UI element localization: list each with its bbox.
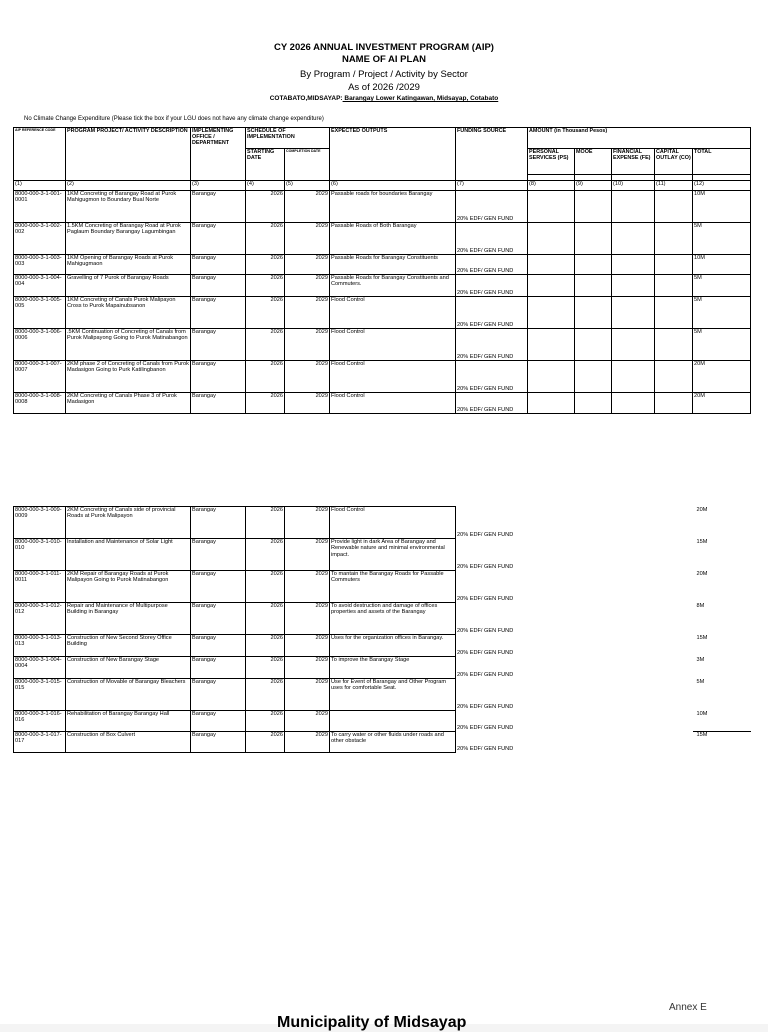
ps-amount bbox=[528, 657, 575, 679]
completion-year: 2029 bbox=[285, 297, 330, 329]
table-row bbox=[14, 223, 751, 255]
total-amount: 10M bbox=[693, 191, 751, 223]
completion-year: 2029 bbox=[285, 507, 330, 539]
aip-ref-code: 8000-000-3-1-017-017 bbox=[14, 732, 66, 753]
ps-amount bbox=[528, 275, 575, 297]
funding-source: 20% EDF/ GEN FUND bbox=[456, 571, 528, 603]
co-amount bbox=[655, 657, 693, 679]
completion-year: 2029 bbox=[285, 275, 330, 297]
ps-amount bbox=[528, 255, 575, 275]
funding-source: 20% EDF/ GEN FUND bbox=[456, 657, 528, 679]
co-amount bbox=[655, 255, 693, 275]
column-number-row bbox=[14, 181, 751, 191]
fe-amount bbox=[612, 657, 655, 679]
funding-source: 20% EDF/ GEN FUND bbox=[456, 361, 528, 393]
aip-ref-code: 8000-000-3-1-009-0009 bbox=[14, 507, 66, 539]
table-row bbox=[14, 679, 751, 711]
header-schedule: SCHEDULE OF IMPLEMENTATION bbox=[246, 128, 330, 149]
funding-source: 20% EDF/ GEN FUND bbox=[456, 275, 528, 297]
header-fe: FINANCIAL EXPENSE (FE) bbox=[612, 149, 655, 175]
mooe-amount bbox=[575, 603, 612, 635]
implementing-office: Barangay bbox=[191, 539, 246, 571]
fe-amount bbox=[612, 297, 655, 329]
fe-amount bbox=[612, 361, 655, 393]
project-description: Construction of New Barangay Stage bbox=[66, 657, 191, 679]
co-amount bbox=[655, 191, 693, 223]
expected-output: Passable Roads for Barangay Constituents and Commuters. bbox=[330, 275, 456, 297]
mooe-amount bbox=[575, 635, 612, 657]
funding-source: 20% EDF/ GEN FUND bbox=[456, 732, 528, 753]
aip-ref-code: 8000-000-3-1-008-0008 bbox=[14, 393, 66, 414]
ps-amount bbox=[528, 393, 575, 414]
header-completion: COMPLETION DATE bbox=[285, 149, 330, 181]
expected-output: Flood Control bbox=[330, 361, 456, 393]
start-year: 2026 bbox=[246, 329, 285, 361]
fe-amount bbox=[612, 191, 655, 223]
start-year: 2026 bbox=[246, 539, 285, 571]
ps-amount bbox=[528, 603, 575, 635]
project-description: .5KM Continuation of Concreting of Canals from Purok Malipayong Going to Purok Matinabangon bbox=[66, 329, 191, 361]
aip-table bbox=[13, 127, 751, 414]
fe-amount bbox=[612, 711, 655, 732]
project-description: 2KM phase 2 of Concreting of Canals from Purok Madasigon Going to Purk Katilingbanon bbox=[66, 361, 191, 393]
location-line bbox=[0, 95, 768, 102]
column-number: (3) bbox=[191, 181, 246, 191]
expected-output: Flood Control bbox=[330, 393, 456, 414]
total-amount: 3M bbox=[696, 656, 705, 663]
column-number: (11) bbox=[655, 181, 693, 191]
aip-ref-code: 8000-000-3-1-003-003 bbox=[14, 255, 66, 275]
start-year: 2026 bbox=[246, 223, 285, 255]
total-amount: 5M bbox=[693, 297, 751, 329]
co-amount bbox=[655, 329, 693, 361]
total-amount: 8M bbox=[696, 602, 705, 609]
column-number: (5) bbox=[285, 181, 330, 191]
funding-source: 20% EDF/ GEN FUND bbox=[456, 635, 528, 657]
ps-amount bbox=[528, 223, 575, 255]
co-amount bbox=[655, 635, 693, 657]
column-number: (10) bbox=[612, 181, 655, 191]
co-amount bbox=[655, 679, 693, 711]
aip-ref-code: 8000-000-3-1-013-013 bbox=[14, 635, 66, 657]
fe-amount bbox=[612, 255, 655, 275]
funding-source: 20% EDF/ GEN FUND bbox=[456, 507, 528, 539]
mooe-amount bbox=[575, 539, 612, 571]
total-amount: 20M bbox=[693, 361, 751, 393]
table-row bbox=[14, 507, 751, 539]
header-ps: PERSONAL SERVICES (PS) bbox=[528, 149, 575, 175]
table-row bbox=[14, 275, 751, 297]
start-year: 2026 bbox=[246, 657, 285, 679]
completion-year: 2029 bbox=[285, 329, 330, 361]
expected-output: To improve the Barangay Stage bbox=[330, 657, 456, 679]
project-description: 1.5KM Concreting of Barangay Road at Purok Paglaum Boundary Barangay Lagumbingan bbox=[66, 223, 191, 255]
ps-amount bbox=[528, 571, 575, 603]
mooe-amount bbox=[575, 329, 612, 361]
fe-amount bbox=[612, 393, 655, 414]
fe-amount bbox=[612, 507, 655, 539]
document-subtitle: By Program / Project / Activity by Sector bbox=[300, 69, 468, 80]
ps-amount bbox=[528, 679, 575, 711]
table-row bbox=[14, 191, 751, 223]
completion-year: 2029 bbox=[285, 223, 330, 255]
implementing-office: Barangay bbox=[191, 732, 246, 753]
total-amount: 15M bbox=[696, 634, 708, 641]
completion-year: 2029 bbox=[285, 711, 330, 732]
implementing-office: Barangay bbox=[191, 297, 246, 329]
project-description: Installation and Maintenance of Solar Light bbox=[66, 539, 191, 571]
column-number: (4) bbox=[246, 181, 285, 191]
table-row bbox=[14, 711, 751, 732]
column-number: (12) bbox=[693, 181, 751, 191]
ps-amount bbox=[528, 329, 575, 361]
start-year: 2026 bbox=[246, 732, 285, 753]
header-total: TOTAL bbox=[693, 149, 751, 175]
co-amount bbox=[655, 507, 693, 539]
implementing-office: Barangay bbox=[191, 191, 246, 223]
aip-ref-code: 8000-000-3-1-016-016 bbox=[14, 711, 66, 732]
mooe-amount bbox=[575, 679, 612, 711]
table-row bbox=[14, 297, 751, 329]
ps-amount bbox=[528, 539, 575, 571]
funding-source: 20% EDF/ GEN FUND bbox=[456, 297, 528, 329]
ps-amount bbox=[528, 732, 575, 753]
implementing-office: Barangay bbox=[191, 657, 246, 679]
aip-ref-code: 8000-000-3-1-015-015 bbox=[14, 679, 66, 711]
table-row bbox=[14, 657, 751, 679]
start-year: 2026 bbox=[246, 191, 285, 223]
co-amount bbox=[655, 275, 693, 297]
table-row bbox=[14, 732, 751, 753]
expected-output: Flood Control bbox=[330, 297, 456, 329]
funding-source: 20% EDF/ GEN FUND bbox=[456, 711, 528, 732]
fe-amount bbox=[612, 275, 655, 297]
plan-name: NAME OF AI PLAN bbox=[341, 54, 427, 65]
completion-year: 2029 bbox=[285, 679, 330, 711]
expected-output: Passable Roads for Barangay Constituents bbox=[330, 255, 456, 275]
implementing-office: Barangay bbox=[191, 223, 246, 255]
mooe-amount bbox=[575, 711, 612, 732]
ps-amount bbox=[528, 507, 575, 539]
mooe-amount bbox=[575, 275, 612, 297]
implementing-office: Barangay bbox=[191, 329, 246, 361]
aip-ref-code: 8000-000-3-1-004-004 bbox=[14, 275, 66, 297]
table-row bbox=[14, 329, 751, 361]
header-amount: AMOUNT (in Thousand Pesos) bbox=[528, 128, 751, 149]
start-year: 2026 bbox=[246, 361, 285, 393]
project-description: Construction of Movable of Barangay Bleachers bbox=[66, 679, 191, 711]
funding-source: 20% EDF/ GEN FUND bbox=[456, 679, 528, 711]
header-co: CAPITAL OUTLAY (CO) bbox=[655, 149, 693, 175]
start-year: 2026 bbox=[246, 275, 285, 297]
implementing-office: Barangay bbox=[191, 393, 246, 414]
project-description: Gravelling of 7 Purok of Barangay Roads bbox=[66, 275, 191, 297]
total-amount: 20M bbox=[696, 570, 708, 577]
aip-ref-code: 8000-000-3-1-004-0004 bbox=[14, 657, 66, 679]
start-year: 2026 bbox=[246, 297, 285, 329]
co-amount bbox=[655, 571, 693, 603]
header-aip-ref: AIP REFERENCE CODE bbox=[14, 128, 66, 181]
fe-amount bbox=[612, 732, 655, 753]
project-description: Construction of Box Culvert bbox=[66, 732, 191, 753]
fe-amount bbox=[612, 329, 655, 361]
expected-output: To carry water or other fluids under roads and other obstacle bbox=[330, 732, 456, 753]
table-row bbox=[14, 393, 751, 414]
document-title: CY 2026 ANNUAL INVESTMENT PROGRAM (AIP) bbox=[274, 42, 494, 53]
aip-ref-code: 8000-000-3-1-012-012 bbox=[14, 603, 66, 635]
column-number: (2) bbox=[66, 181, 191, 191]
table-row bbox=[14, 255, 751, 275]
table-row bbox=[14, 361, 751, 393]
start-year: 2026 bbox=[246, 393, 285, 414]
co-amount bbox=[655, 361, 693, 393]
mooe-amount bbox=[575, 255, 612, 275]
funding-source: 20% EDF/ GEN FUND bbox=[456, 329, 528, 361]
implementing-office: Barangay bbox=[191, 603, 246, 635]
completion-year: 2029 bbox=[285, 571, 330, 603]
start-year: 2026 bbox=[246, 635, 285, 657]
total-amount: 5M bbox=[693, 275, 751, 297]
total-amount: 5M bbox=[693, 223, 751, 255]
climate-change-note: No Climate Change Expenditure (Please tick the box if your LGU does not have any climate change expenditure) bbox=[24, 116, 324, 122]
mooe-amount bbox=[575, 223, 612, 255]
expected-output: Provide light in dark Area of Barangay and Renewable nature and minimal environmental impact. bbox=[330, 539, 456, 571]
start-year: 2026 bbox=[246, 603, 285, 635]
mooe-amount bbox=[575, 657, 612, 679]
funding-source: 20% EDF/ GEN FUND bbox=[456, 255, 528, 275]
completion-year: 2029 bbox=[285, 539, 330, 571]
co-amount bbox=[655, 539, 693, 571]
aip-table-continued bbox=[13, 506, 751, 753]
annex-label: Annex E bbox=[669, 1002, 707, 1013]
co-amount bbox=[655, 732, 693, 753]
implementing-office: Barangay bbox=[191, 255, 246, 275]
mooe-amount bbox=[575, 297, 612, 329]
total-amount: 20M bbox=[693, 393, 751, 414]
project-description: 2KM Repair of Barangay Roads at Purok Malipayon Going to Purok Matinabangon bbox=[66, 571, 191, 603]
implementing-office: Barangay bbox=[191, 679, 246, 711]
fe-amount bbox=[612, 679, 655, 711]
co-amount bbox=[655, 603, 693, 635]
as-of-line: As of 2026 /2029 bbox=[348, 82, 420, 93]
column-number: (6) bbox=[330, 181, 456, 191]
table-row bbox=[14, 571, 751, 603]
implementing-office: Barangay bbox=[191, 571, 246, 603]
mooe-amount bbox=[575, 191, 612, 223]
project-description: 1KM Concreting of Barangay Road at Purok Mahigugmon to Boundary Bual Norte bbox=[66, 191, 191, 223]
ps-amount bbox=[528, 711, 575, 732]
table-row bbox=[14, 603, 751, 635]
expected-output bbox=[330, 711, 456, 732]
mooe-amount bbox=[575, 571, 612, 603]
implementing-office: Barangay bbox=[191, 507, 246, 539]
start-year: 2026 bbox=[246, 507, 285, 539]
fe-amount bbox=[612, 635, 655, 657]
implementing-office: Barangay bbox=[191, 711, 246, 732]
column-number: (1) bbox=[14, 181, 66, 191]
location-label: COTABATO,MIDSAYAP: bbox=[269, 95, 343, 102]
aip-ref-code: 8000-000-3-1-001-0001 bbox=[14, 191, 66, 223]
header-outputs: EXPECTED OUTPUTS bbox=[330, 128, 456, 181]
co-amount bbox=[655, 393, 693, 414]
project-description: 1KM Concreting of Canals Purok Malipayon Cross to Purok Mapainubsanon bbox=[66, 297, 191, 329]
table-row bbox=[14, 539, 751, 571]
expected-output: Passable roads for boundaries Barangay bbox=[330, 191, 456, 223]
column-number: (9) bbox=[575, 181, 612, 191]
total-amount: 5M bbox=[696, 678, 705, 685]
aip-ref-code: 8000-000-3-1-010-010 bbox=[14, 539, 66, 571]
column-number: (8) bbox=[528, 181, 575, 191]
start-year: 2026 bbox=[246, 571, 285, 603]
expected-output: Use for Event of Barangay and Other Program uses for comfortable Seat. bbox=[330, 679, 456, 711]
header-funding: FUNDING SOURCE bbox=[456, 128, 528, 181]
implementing-office: Barangay bbox=[191, 361, 246, 393]
mooe-amount bbox=[575, 507, 612, 539]
project-description: 2KM Concreting of Canals side of provincial Roads at Purok Malipayon bbox=[66, 507, 191, 539]
mooe-amount bbox=[575, 732, 612, 753]
header-mooe: MOOE bbox=[575, 149, 612, 175]
mooe-amount bbox=[575, 393, 612, 414]
fe-amount bbox=[612, 571, 655, 603]
expected-output: Flood Control bbox=[330, 507, 456, 539]
project-description: Rehabilitation of Barangay Barangay Hall bbox=[66, 711, 191, 732]
fe-amount bbox=[612, 539, 655, 571]
total-amount: 5M bbox=[693, 329, 751, 361]
funding-source: 20% EDF/ GEN FUND bbox=[456, 191, 528, 223]
start-year: 2026 bbox=[246, 679, 285, 711]
total-amount: 10M bbox=[696, 710, 708, 717]
implementing-office: Barangay bbox=[191, 275, 246, 297]
completion-year: 2029 bbox=[285, 191, 330, 223]
total-amount: 15M bbox=[693, 732, 751, 753]
ps-amount bbox=[528, 361, 575, 393]
header-program: PROGRAM PROJECT/ ACTIVITY DESCRIPTION bbox=[66, 128, 191, 181]
ps-amount bbox=[528, 635, 575, 657]
project-description: 1KM Opening of Barangay Roads at Purok Mahigugmaon bbox=[66, 255, 191, 275]
expected-output: To avoid destruction and damage of offices properties and assets of the Barangay bbox=[330, 603, 456, 635]
completion-year: 2029 bbox=[285, 603, 330, 635]
implementing-office: Barangay bbox=[191, 635, 246, 657]
expected-output: Flood Control bbox=[330, 329, 456, 361]
funding-source: 20% EDF/ GEN FUND bbox=[456, 393, 528, 414]
column-number: (7) bbox=[456, 181, 528, 191]
aip-ref-code: 8000-000-3-1-011-0011 bbox=[14, 571, 66, 603]
fe-amount bbox=[612, 223, 655, 255]
completion-year: 2029 bbox=[285, 361, 330, 393]
mooe-amount bbox=[575, 361, 612, 393]
expected-output: Passable Roads of Both Barangay bbox=[330, 223, 456, 255]
project-description: Repair and Maintenance of Multipurpose Building in Barangay bbox=[66, 603, 191, 635]
total-amount: 10M bbox=[693, 255, 751, 275]
co-amount bbox=[655, 223, 693, 255]
completion-year: 2029 bbox=[285, 657, 330, 679]
header-start: STARTING DATE bbox=[246, 149, 285, 181]
aip-ref-code: 8000-000-3-1-002-002 bbox=[14, 223, 66, 255]
funding-source: 20% EDF/ GEN FUND bbox=[456, 539, 528, 571]
total-amount: 15M bbox=[696, 538, 708, 545]
location-value: Barangay Lower Katingawan, Midsayap, Cotabato bbox=[342, 95, 499, 102]
completion-year: 2029 bbox=[285, 255, 330, 275]
project-description: 2KM Concreting of Canals Phase 3 of Purok Madasigon bbox=[66, 393, 191, 414]
ps-amount bbox=[528, 191, 575, 223]
completion-year: 2029 bbox=[285, 635, 330, 657]
municipality-name: Municipality of Midsayap bbox=[277, 1014, 467, 1031]
ps-amount bbox=[528, 297, 575, 329]
project-description: Construction of New Second Storey Office Building bbox=[66, 635, 191, 657]
table-row bbox=[14, 635, 751, 657]
start-year: 2026 bbox=[246, 711, 285, 732]
co-amount bbox=[655, 711, 693, 732]
expected-output: Uses for the organization offices in Barangay. bbox=[330, 635, 456, 657]
completion-year: 2029 bbox=[285, 393, 330, 414]
header-office: IMPLEMENTING OFFICE / DEPARTMENT bbox=[191, 128, 246, 181]
aip-ref-code: 8000-000-3-1-005-005 bbox=[14, 297, 66, 329]
aip-ref-code: 8000-000-3-1-007-0007 bbox=[14, 361, 66, 393]
completion-year: 2029 bbox=[285, 732, 330, 753]
start-year: 2026 bbox=[246, 255, 285, 275]
co-amount bbox=[655, 297, 693, 329]
funding-source: 20% EDF/ GEN FUND bbox=[456, 223, 528, 255]
aip-ref-code: 8000-000-3-1-006-0006 bbox=[14, 329, 66, 361]
funding-source: 20% EDF/ GEN FUND bbox=[456, 603, 528, 635]
total-amount: 20M bbox=[696, 506, 708, 513]
expected-output: To mantain the Barangay Roads for Passable Commuters bbox=[330, 571, 456, 603]
fe-amount bbox=[612, 603, 655, 635]
